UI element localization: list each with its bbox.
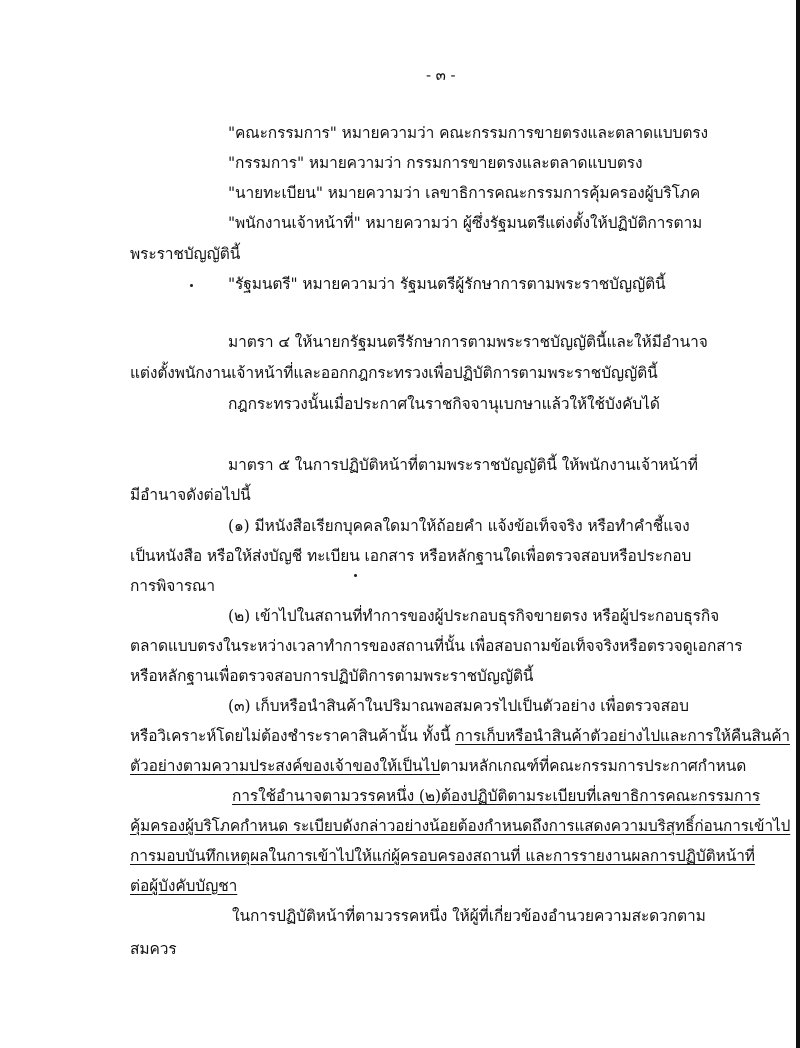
paragraph-3-line-1: ในการปฏิบัติหน้าที่ตามวรรคหนึ่ง ให้ผู้ที่เกี่ยวข้องอำนวยความสะดวกตาม bbox=[232, 907, 706, 925]
definition-committee: "คณะกรรมการ" หมายความว่า คณะกรรมการขายตรงและตลาดแบบตรง bbox=[228, 124, 709, 142]
clause-2-line-2: ตลาดแบบตรงในระหว่างเวลาทำการของสถานที่นั้น เพื่อสอบถามข้อเท็จจริงหรือตรวจดูเอกสาร bbox=[130, 637, 743, 655]
definition-member: "กรรมการ" หมายความว่า กรรมการขายตรงและตลาดแบบตรง bbox=[228, 154, 643, 172]
paragraph-2-line-1: การใช้อำนาจตามวรรคหนึ่ง (๒)ต้องปฏิบัติตามระเบียบที่เลขาธิการคณะกรรมการ bbox=[232, 787, 761, 805]
section-5-line-2: มีอำนาจดังต่อไปนี้ bbox=[130, 486, 251, 504]
page-number: - ๓ - bbox=[426, 66, 456, 84]
definition-officer: "พนักงานเจ้าหน้าที่" หมายความว่า ผู้ซึ่งรัฐมนตรีแต่งตั้งให้ปฏิบัติการตาม bbox=[228, 214, 703, 232]
paragraph-2-line-4: ต่อผู้บังคับบัญชา bbox=[130, 877, 238, 895]
section-4-line-3: กฎกระทรวงนั้นเมื่อประกาศในราชกิจจานุเบกษาแล้วให้ใช้บังคับได้ bbox=[228, 395, 660, 413]
paragraph-2-line-3: การมอบบันทึกเหตุผลในการเข้าไปให้แก่ผู้ครอบครองสถานที่ และการรายงานผลการปฏิบัติหน้าที่ bbox=[130, 847, 755, 865]
section-4-line-2: แต่งตั้งพนักงานเจ้าหน้าที่และออกกฎกระทรวงเพื่อปฏิบัติการตามพระราชบัญญัตินี้ bbox=[130, 364, 658, 382]
scan-border bbox=[796, 0, 800, 1048]
clause-3-text: หรือวิเคราะห์โดยไม่ต้องชำระราคาสินค้านั้น ทั้งนี้ bbox=[130, 727, 456, 745]
clause-3-line-2 bbox=[130, 725, 790, 747]
paragraph-3-line-2: สมควร bbox=[130, 940, 177, 958]
clause-3-line-1: (๓) เก็บหรือนำสินค้าในปริมาณพอสมควรไปเป็นตัวอย่าง เพื่อตรวจสอบ bbox=[228, 697, 689, 715]
definition-registrar: "นายทะเบียน" หมายความว่า เลขาธิการคณะกรรมการคุ้มครองผู้บริโภค bbox=[228, 184, 701, 202]
scan-speck bbox=[354, 574, 357, 577]
clause-3-underlined-cont: ตัวอย่างตามความประสงค์ของเจ้าของให้เป็นไป bbox=[130, 757, 440, 775]
clause-1-line-3: การพิจารณา bbox=[130, 577, 215, 595]
clause-1-line-1: (๑) มีหนังสือเรียกบุคคลใดมาให้ถ้อยคำ แจ้งข้อเท็จจริง หรือทำคำชี้แจง bbox=[228, 517, 690, 535]
clause-1-line-2: เป็นหนังสือ หรือให้ส่งบัญชี ทะเบียน เอกสาร หรือหลักฐานใดเพื่อตรวจสอบหรือประกอบ bbox=[130, 547, 692, 565]
paragraph-2-line-2: คุ้มครองผู้บริโภคกำหนด ระเบียบดังกล่าวอย่างน้อยต้องกำหนดถึงการแสดงความบริสุทธิ์ก่อนการเข้าไป bbox=[130, 817, 791, 835]
clause-3-line-3 bbox=[130, 755, 746, 777]
clause-2-line-1: (๒) เข้าไปในสถานที่ทำการของผู้ประกอบธุรกิจขายตรง หรือผู้ประกอบธุรกิจ bbox=[228, 607, 720, 625]
clause-3-tail: ตามหลักเกณฑ์ที่คณะกรรมการประกาศกำหนด bbox=[439, 757, 747, 775]
section-4-line-1: มาตรา ๔ ให้นายกรัฐมนตรีรักษาการตามพระราชบัญญัตินี้และให้มีอำนาจ bbox=[228, 333, 708, 351]
clause-3-underlined-text: การเก็บหรือนำสินค้าตัวอย่างไปและการให้คืนสินค้า bbox=[455, 727, 790, 745]
scan-speck bbox=[190, 284, 193, 287]
section-5-line-1: มาตรา ๕ ในการปฏิบัติหน้าที่ตามพระราชบัญญัตินี้ ให้พนักงานเจ้าหน้าที่ bbox=[228, 456, 698, 474]
clause-2-line-3: หรือหลักฐานเพื่อตรวจสอบการปฏิบัติการตามพระราชบัญญัตินี้ bbox=[130, 667, 534, 685]
definition-officer-cont: พระราชบัญญัตินี้ bbox=[130, 245, 241, 263]
definition-minister: "รัฐมนตรี" หมายความว่า รัฐมนตรีผู้รักษาการตามพระราชบัญญัตินี้ bbox=[228, 275, 666, 293]
